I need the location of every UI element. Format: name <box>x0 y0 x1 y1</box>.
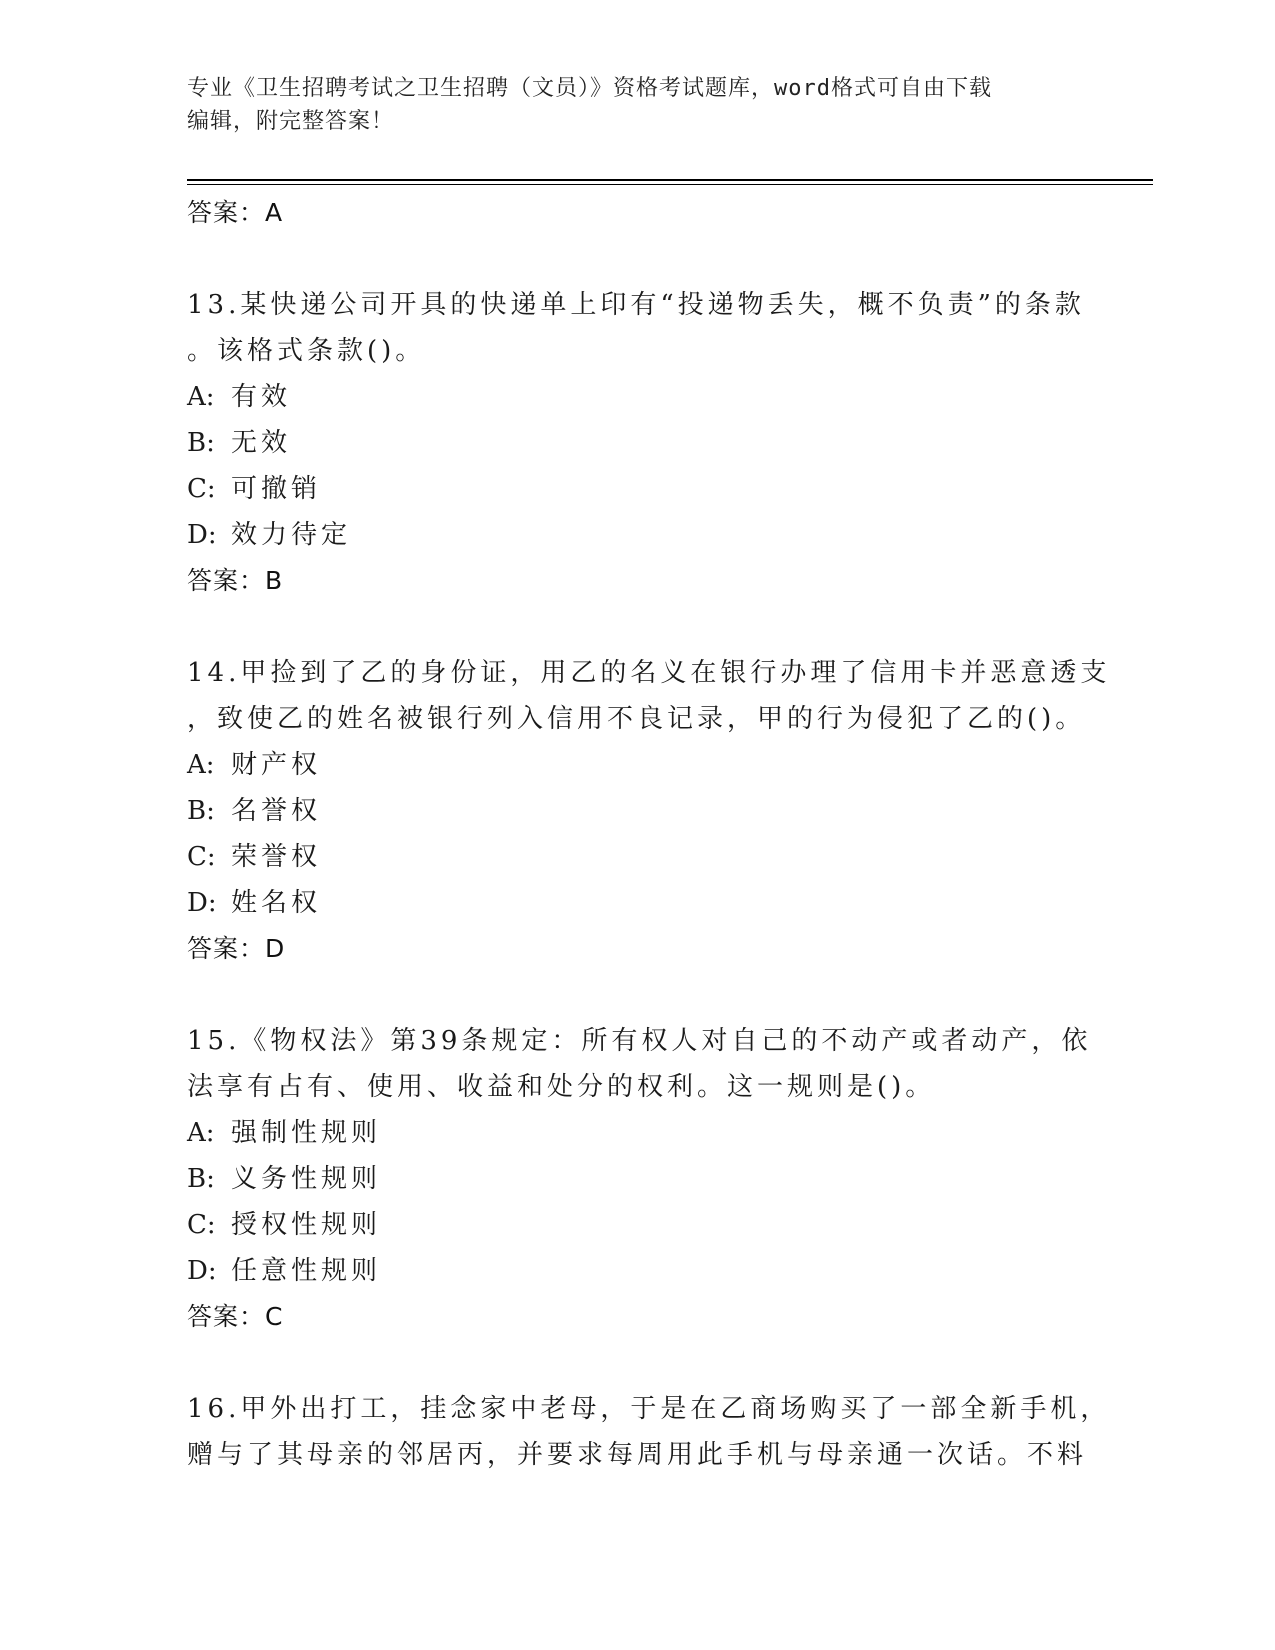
question-text-line: 16.甲外出打工，挂念家中老母，于是在乙商场购买了一部全新手机， <box>187 1394 1111 1424</box>
option-letter: D: <box>187 1256 217 1286</box>
header-line-1: 专业《卫生招聘考试之卫生招聘（文员）》资格考试题库，word格式可自由下载 <box>187 76 992 101</box>
question-text-line: 14.甲捡到了乙的身份证，用乙的名义在银行办理了信用卡并恶意透支 <box>187 658 1111 688</box>
option-letter: B: <box>187 1164 215 1194</box>
answer-line: 答案：B <box>187 566 284 595</box>
header-divider-thick <box>187 179 1153 181</box>
option-a <box>187 1110 1087 1156</box>
option-c <box>187 1202 1087 1248</box>
option-b <box>187 420 1087 466</box>
option-text: 有效 <box>231 382 292 412</box>
option-text: 强制性规则 <box>231 1118 382 1148</box>
answer-line: 答案：C <box>187 1302 284 1331</box>
document-header <box>187 72 1087 138</box>
option-c <box>187 834 1087 880</box>
option-letter: C: <box>187 842 216 872</box>
option-d <box>187 880 1087 926</box>
option-b <box>187 1156 1087 1202</box>
option-letter: A: <box>187 382 215 412</box>
option-a <box>187 742 1087 788</box>
option-text: 可撤销 <box>231 474 322 504</box>
question-text-line: 13.某快递公司开具的快递单上印有“投递物丢失，概不负责”的条款 <box>187 290 1085 320</box>
header-line-2: 编辑，附完整答案！ <box>187 109 395 134</box>
question-16 <box>187 1386 1111 1478</box>
option-text: 名誉权 <box>231 796 322 826</box>
question-15 <box>187 1018 1092 1340</box>
option-text: 无效 <box>231 428 292 458</box>
option-d <box>187 1248 1087 1294</box>
answer-line: 答案：D <box>187 934 286 963</box>
question-14 <box>187 650 1111 972</box>
question-text-line: 15.《物权法》第39条规定：所有权人对自己的不动产或者动产，依 <box>187 1026 1092 1056</box>
option-text: 效力待定 <box>231 520 352 550</box>
option-b <box>187 788 1087 834</box>
option-text: 财产权 <box>231 750 322 780</box>
option-a <box>187 374 1087 420</box>
question-text-line: 法享有占有、使用、收益和处分的权利。这一规则是()。 <box>187 1072 936 1102</box>
option-letter: D: <box>187 888 217 918</box>
question-text-line: 。该格式条款()。 <box>187 336 426 366</box>
option-text: 任意性规则 <box>231 1256 382 1286</box>
option-text: 授权性规则 <box>231 1210 382 1240</box>
option-letter: B: <box>187 796 215 826</box>
option-letter: C: <box>187 474 216 504</box>
previous-answer: 答案：A <box>187 198 284 227</box>
option-text: 姓名权 <box>231 888 322 918</box>
question-13 <box>187 282 1087 604</box>
question-list <box>187 190 1111 1478</box>
option-letter: A: <box>187 750 215 780</box>
option-letter: D: <box>187 520 217 550</box>
question-text-line: ，致使乙的姓名被银行列入信用不良记录，甲的行为侵犯了乙的()。 <box>187 704 1086 734</box>
option-text: 荣誉权 <box>231 842 322 872</box>
option-d <box>187 512 1087 558</box>
question-text-line: 赠与了其母亲的邻居丙，并要求每周用此手机与母亲通一次话。不料 <box>187 1440 1088 1470</box>
option-letter: B: <box>187 428 215 458</box>
header-divider-thin <box>187 184 1153 185</box>
option-c <box>187 466 1087 512</box>
option-letter: C: <box>187 1210 216 1240</box>
option-letter: A: <box>187 1118 215 1148</box>
option-text: 义务性规则 <box>231 1164 382 1194</box>
